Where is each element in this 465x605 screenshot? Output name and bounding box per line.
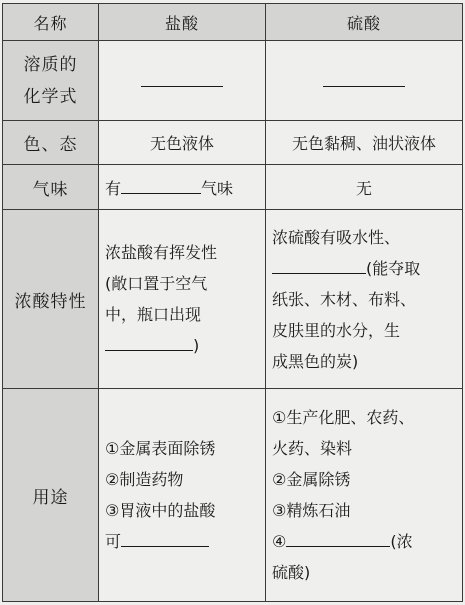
h2so4-color-state: 无色黏稠、油状液体 [266, 121, 463, 165]
header-row [3, 4, 463, 41]
h2so4-property-cell [266, 210, 463, 389]
hcl-use-3-prefix: 可 [105, 532, 122, 551]
hcl-formula-blank[interactable] [141, 70, 223, 87]
hcl-property-line1: 浓盐酸有挥发性 [105, 243, 218, 262]
hcl-use-3-cont [105, 526, 259, 557]
h2so4-use-blank[interactable] [286, 530, 390, 547]
h2so4-property-line5: 成黑色的炭) [272, 351, 359, 371]
h2so4-odor: 无 [266, 165, 463, 210]
header-name-cell: 名称 [3, 4, 99, 41]
uses-row [3, 389, 463, 602]
hcl-odor-suffix: 气味 [201, 178, 234, 198]
hcl-odor-blank[interactable] [121, 177, 201, 194]
hcl-property-line2: (敞口置于空气 [105, 274, 208, 293]
uses-label: 用途 [3, 389, 99, 602]
h2so4-property-line2-end: (能夺取 [366, 258, 421, 278]
hcl-use-3: ③胃液中的盐酸 [105, 501, 216, 520]
hcl-use-2: ②制造药物 [105, 470, 184, 489]
hcl-property-blank[interactable] [105, 334, 193, 351]
h2so4-use-4-cont: 硫酸) [272, 563, 311, 582]
hcl-formula-cell [99, 41, 266, 121]
h2so4-use-1: ①生产化肥、农药、 [272, 408, 415, 427]
formula-row [3, 41, 463, 121]
header-hcl-cell: 盐酸 [99, 4, 266, 41]
hcl-odor-cell [99, 165, 266, 210]
h2so4-property-line2 [272, 253, 456, 284]
h2so4-property-line3: 纸张、木材、布料、 [272, 289, 417, 309]
color-state-label: 色、态 [3, 121, 99, 165]
hcl-property-line4-end: ) [193, 336, 200, 355]
hcl-use-blank[interactable] [121, 530, 209, 547]
formula-label-cell [3, 41, 99, 121]
odor-row [3, 165, 463, 210]
formula-label-line2: 化学式 [23, 86, 78, 107]
color-state-row [3, 121, 463, 165]
h2so4-property-line4: 皮肤里的水分，生 [272, 320, 401, 340]
h2so4-use-3: ③精炼石油 [272, 501, 351, 520]
h2so4-formula-cell [266, 41, 463, 121]
h2so4-use-4-prefix: ④ [272, 532, 287, 551]
h2so4-use-4-suffix: (浓 [390, 532, 413, 551]
hcl-use-1: ①金属表面除锈 [105, 439, 216, 458]
acid-comparison-table [2, 3, 463, 602]
hcl-property-line3: 中，瓶口出现 [105, 305, 202, 324]
hcl-odor-prefix: 有 [105, 178, 122, 198]
hcl-property-line4 [105, 330, 259, 361]
odor-label: 气味 [3, 165, 99, 210]
header-h2so4-cell: 硫酸 [266, 4, 463, 41]
h2so4-use-4 [272, 526, 456, 557]
h2so4-property-blank[interactable] [272, 257, 366, 274]
property-row [3, 210, 463, 389]
h2so4-uses-cell [266, 389, 463, 602]
hcl-color-state: 无色液体 [99, 121, 266, 165]
h2so4-property-line1: 浓硫酸有吸水性、 [272, 227, 401, 247]
property-label: 浓酸特性 [3, 210, 99, 389]
formula-label-line1: 溶质的 [23, 54, 78, 75]
hcl-property-cell [99, 210, 266, 389]
hcl-uses-cell [99, 389, 266, 602]
h2so4-use-2: ②金属除锈 [272, 470, 351, 489]
h2so4-formula-blank[interactable] [323, 70, 405, 87]
h2so4-use-1-cont: 火药、染料 [272, 439, 353, 458]
